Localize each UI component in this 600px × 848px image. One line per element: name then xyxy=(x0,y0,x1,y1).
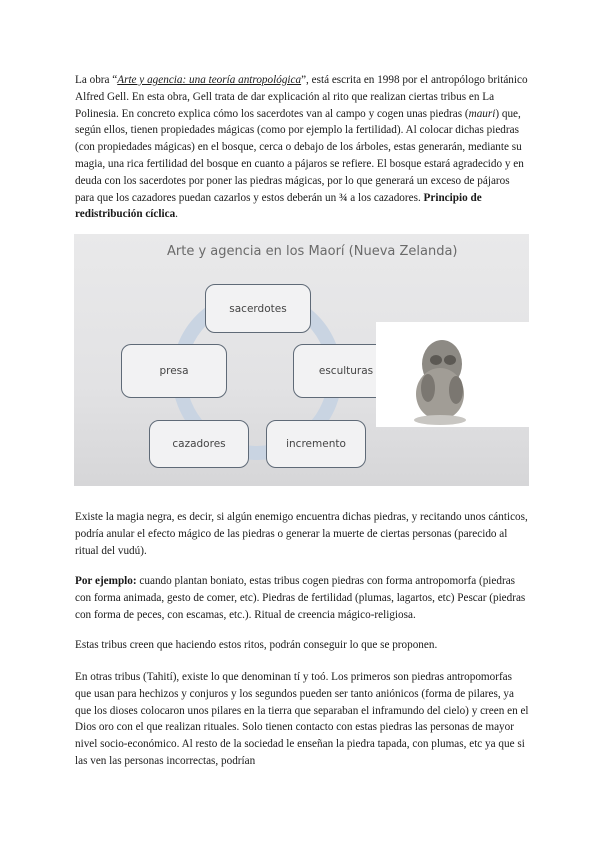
box-esculturas: esculturas xyxy=(293,344,399,398)
intro-text-4: a los cazadores. xyxy=(347,191,424,204)
box-cazadores: cazadores xyxy=(149,420,249,468)
tahiti-paragraph: En otras tribus (Tahití), existe lo que denominan tí y toó. Los primeros son piedras antropomorfas que usan para hechizos y conjuros y los segundos pueden ser tanto aniónicos (forma de pilares, ya que los dioses colocaron unos pilares en la tierra que separaban el inframundo del cielo) y creen en el Dios oro con el que realizan rituales. Solo tienen contacto con estas piedras las personas de mayor nivel socio-económico. Al resto de la sociedad le enseñan la piedra tapada, con plumas, etc ya que si las ven las personas incorrectas, podrían xyxy=(75,671,529,767)
intro-text-5: . xyxy=(175,208,178,221)
intro-paragraph xyxy=(75,72,530,223)
fraction-value: ¾ xyxy=(339,191,348,204)
book-title-link[interactable]: Arte y agencia: una teoría antropológica xyxy=(117,74,302,86)
principle-bold: Principio de redistribución cíclica xyxy=(75,191,482,221)
black-magic-paragraph: Existe la magia negra, es decir, si algún enemigo encuentra dichas piedras, y recitando unos cánticos, podría anular el efecto mágico de las piedras o generar la muerte de ciertas personas (parecido al ritual del vudú). xyxy=(75,511,528,557)
slide-photo xyxy=(74,234,529,486)
example-label: Por ejemplo: xyxy=(75,575,137,587)
intro-text-2: ”, está escrita en 1998 por el antropólogo británico Alfred Gell. En esta obra, Gell trata de dar explicación al rito que realizan ciertas tribus en La Polinesia. En concreto explica cómo los sacerdotes van al campo y cogen unas piedras ( xyxy=(75,74,528,120)
example-text: cuando plantan boniato, estas tribus cogen piedras con forma antropomorfa (piedras con forma animada, gesto de comer, etc). Piedras de fertilidad (plumas, lagartos, etc) Pescar (piedras con forma de peces, con escamas, etc.). Ritual de creencia mágico-religiosa. xyxy=(75,575,526,621)
slide-title: Arte y agencia en los Maorí (Nueva Zelanda) xyxy=(167,244,458,259)
box-presa: presa xyxy=(121,344,227,398)
intro-text-1: La obra “ xyxy=(75,74,118,86)
box-incremento: incremento xyxy=(266,420,366,468)
belief-paragraph: Estas tribus creen que haciendo estos ritos, podrán conseguir lo que se proponen. xyxy=(75,639,438,651)
example-paragraph xyxy=(75,573,530,623)
intro-text-3: ) que, según ellos, tienen propiedades mágicas (como por ejemplo la fertilidad). Al colocar dichas piedras (con propiedades mágicas) en el bosque, cerca o debajo de los árboles, estas generarán, mediante su magia, una rica fertilidad del bosque en cuanto a pájaros se refiere. El bosque estará agradecido y en deuda con los sacerdotes por poner las piedras mágicas, por lo que generará un exceso de pájaros para que los cazadores puedan cazarlos y estos deberán un xyxy=(75,107,524,204)
mauri-term: mauri xyxy=(468,107,496,120)
box-sacerdotes: sacerdotes xyxy=(205,284,311,333)
stone-statue-image xyxy=(376,322,529,427)
